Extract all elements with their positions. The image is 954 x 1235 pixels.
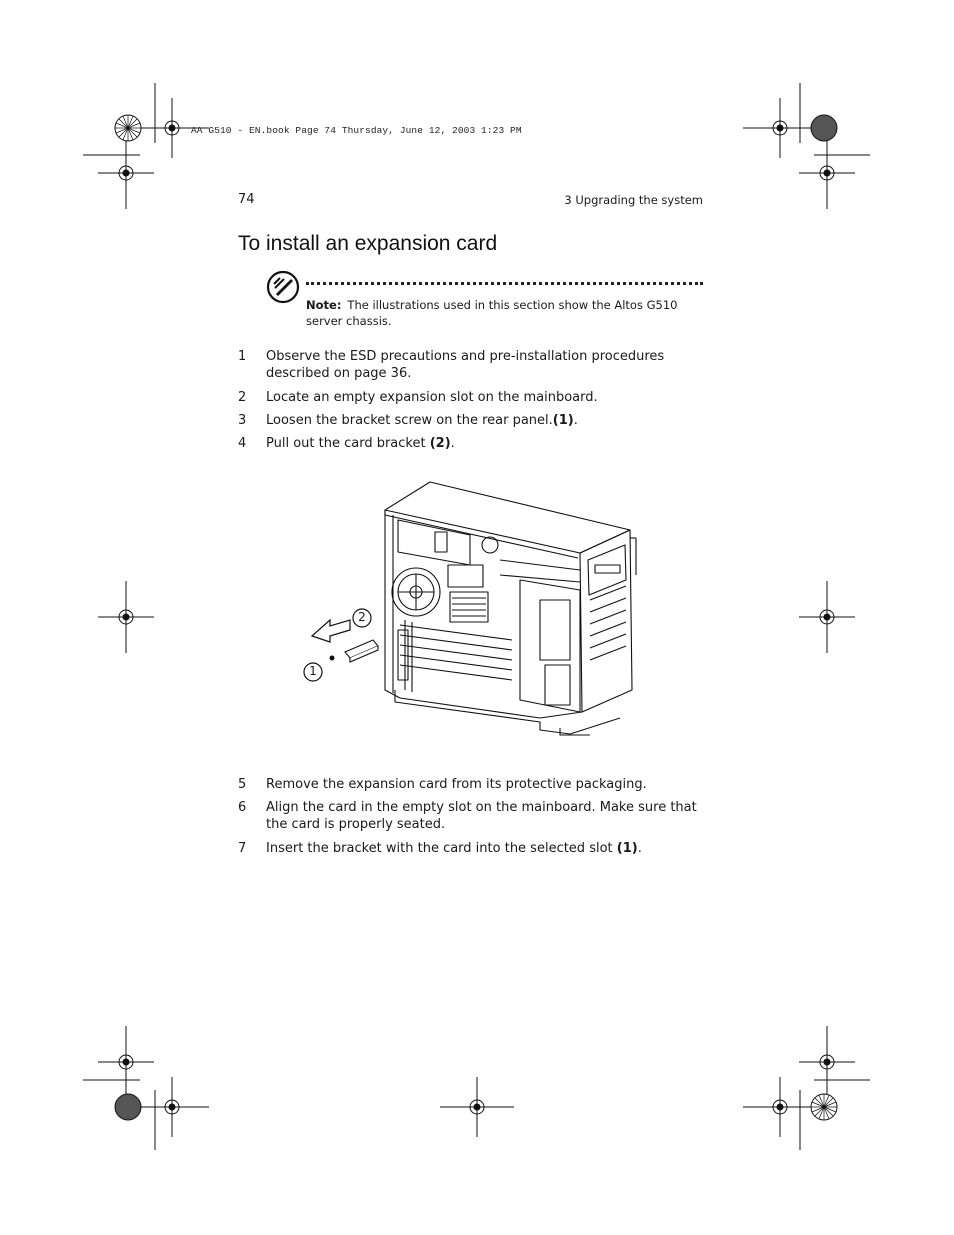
step-text: Align the card in the empty slot on the mainboard. Make sure that the card is properly seated. <box>266 800 697 832</box>
note-text: The illustrations used in this section show the Altos G510 server chassis. <box>306 298 678 328</box>
callout-1-label: 1 <box>309 664 317 678</box>
step-text: Observe the ESD precautions and pre-installation procedures described on page 36. <box>266 349 665 381</box>
step-number: 5 <box>238 777 247 792</box>
step-number: 3 <box>238 413 247 428</box>
step-text: Loosen the bracket screw on the rear panel.(1). <box>266 413 578 428</box>
note-label: Note: <box>306 298 342 312</box>
step-number: 2 <box>238 390 247 405</box>
section-title: To install an expansion card <box>238 232 498 255</box>
running-head: 3 Upgrading the system <box>564 193 703 207</box>
step-number: 6 <box>238 800 247 815</box>
step-number: 4 <box>238 436 247 451</box>
callout-2-label: 2 <box>358 610 366 624</box>
print-slug: AA G510 - EN.book Page 74 Thursday, June 12, 2003 1:23 PM <box>191 125 522 136</box>
step-text: Locate an empty expansion slot on the mainboard. <box>266 390 598 405</box>
step-text: Insert the bracket with the card into the selected slot (1). <box>266 841 642 856</box>
step-number: 7 <box>238 841 247 856</box>
step-number: 1 <box>238 349 247 364</box>
page-number: 74 <box>238 192 255 207</box>
step-text: Remove the expansion card from its protective packaging. <box>266 777 647 792</box>
step-text: Pull out the card bracket (2). <box>266 436 455 451</box>
